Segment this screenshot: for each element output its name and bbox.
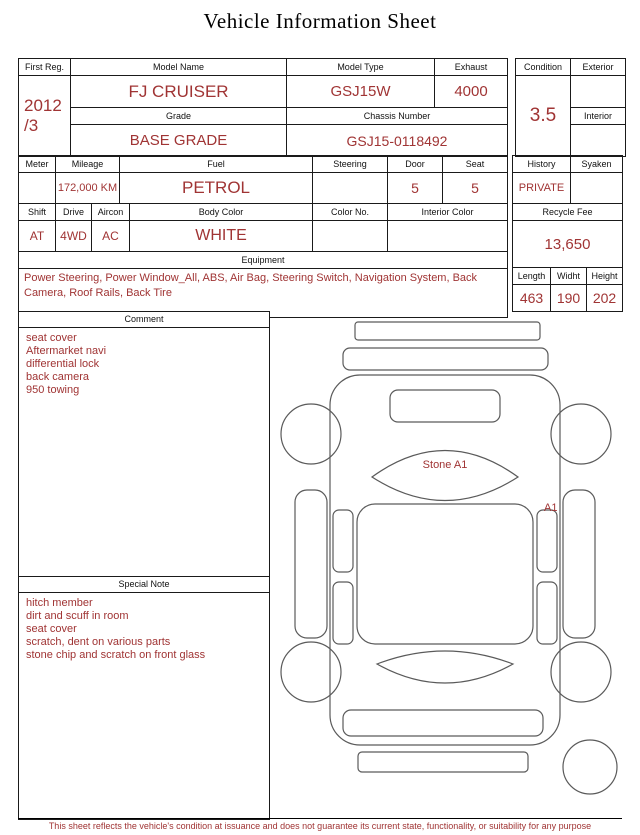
first-reg-year: 2012 [24, 96, 62, 115]
mileage-label: Mileage [56, 156, 120, 173]
mileage-value: 172,000 KM [56, 173, 120, 204]
exhaust-label: Exhaust [435, 59, 508, 76]
equipment-label: Equipment [19, 252, 508, 269]
special-note-header: Special Note [19, 576, 269, 593]
wheel-rear-left-icon [281, 642, 341, 702]
body-color-value: WHITE [130, 221, 313, 252]
shift-value: AT [19, 221, 56, 252]
special-note-line: seat cover [26, 623, 77, 635]
width-label: Widht [551, 268, 587, 285]
history-value: PRIVATE [513, 173, 571, 204]
interior-color-label: Interior Color [388, 204, 508, 221]
height-label: Height [587, 268, 623, 285]
door-rear-left [333, 582, 353, 644]
seat-value: 5 [443, 173, 508, 204]
spare-tire-icon [563, 740, 617, 794]
first-reg-value [19, 76, 71, 157]
car-diagram [272, 312, 638, 815]
rear-bumper [343, 710, 543, 736]
shift-label: Shift [19, 204, 56, 221]
special-note-line: scratch, dent on various parts [26, 636, 171, 648]
steering-label: Steering [313, 156, 388, 173]
width-value: 190 [551, 285, 587, 312]
meter-value [19, 173, 56, 204]
color-no-value [313, 221, 388, 252]
meter-label: Meter [19, 156, 56, 173]
model-name-label: Model Name [71, 59, 287, 76]
footer-divider [18, 818, 622, 831]
condition-label: Condition [516, 59, 571, 76]
syaken-label: Syaken [571, 156, 623, 173]
exterior-label: Exterior [571, 59, 626, 76]
model-name-value: FJ CRUISER [71, 76, 287, 108]
page-title: Vehicle Information Sheet [203, 9, 437, 33]
history-section [512, 155, 623, 312]
grade-value: BASE GRADE [71, 125, 287, 157]
front-plate [355, 322, 540, 340]
vehicle-id-table [18, 58, 508, 157]
model-type-label: Model Type [287, 59, 435, 76]
dimensions-table [512, 267, 623, 312]
spec-section [18, 155, 508, 318]
interior-color-value [388, 221, 508, 252]
special-note-line: stone chip and scratch on front glass [26, 649, 206, 661]
comment-line: 950 towing [26, 384, 80, 396]
interior-label: Interior [571, 108, 626, 125]
body-color-label: Body Color [130, 204, 313, 221]
car-body-outline [330, 375, 560, 745]
comment-line: back camera [26, 371, 89, 383]
equipment-table [18, 251, 508, 318]
interior-value [571, 125, 626, 157]
recycle-fee-table [512, 203, 623, 268]
length-value: 463 [513, 285, 551, 312]
comment-line: Aftermarket navi [26, 345, 107, 357]
syaken-value [571, 173, 623, 204]
aircon-value: AC [92, 221, 130, 252]
comment-line: differential lock [26, 358, 100, 370]
front-bumper [343, 348, 548, 370]
header-section [18, 58, 626, 157]
steering-value [313, 173, 388, 204]
equipment-value: Power Steering, Power Window_All, ABS, Air Bag, Steering Switch, Navigation System, Back Camera, Roof Rails, Back Tire [19, 269, 508, 318]
length-label: Length [513, 268, 551, 285]
door-label: Door [388, 156, 443, 173]
cabin-roof [357, 504, 533, 644]
special-note-content [19, 593, 269, 666]
damage-annotation-stone: Stone A1 [422, 459, 468, 471]
condition-value: 3.5 [516, 76, 571, 157]
first-reg-month: /3 [24, 116, 39, 135]
aircon-label: Aircon [92, 204, 130, 221]
recycle-fee-label: Recycle Fee [513, 204, 623, 221]
rear-plate [358, 752, 528, 772]
special-note-line: dirt and scuff in room [26, 610, 129, 622]
special-note-line: hitch member [26, 597, 93, 609]
condition-table [515, 58, 626, 157]
wheel-front-left-icon [281, 404, 341, 464]
door-rear-right [537, 582, 557, 644]
height-value: 202 [587, 285, 623, 312]
history-label: History [513, 156, 571, 173]
drive-label: Drive [56, 204, 92, 221]
spec-row2-table [18, 203, 508, 252]
damage-annotation-a1: A1 [544, 502, 558, 514]
door-front-left [333, 510, 353, 572]
fuel-value: PETROL [120, 173, 313, 204]
comment-line: seat cover [26, 332, 77, 344]
comment-content [19, 328, 269, 577]
rear-window [377, 651, 513, 683]
door-value: 5 [388, 173, 443, 204]
grade-label: Grade [71, 108, 287, 125]
left-side-step [295, 490, 327, 638]
color-no-label: Color No. [313, 204, 388, 221]
chassis-number-value: GSJ15-0118492 [287, 125, 508, 157]
recycle-fee-value: 13,650 [513, 221, 623, 268]
exterior-value [571, 76, 626, 108]
model-type-value: GSJ15W [287, 76, 435, 108]
hood-scoop [390, 390, 500, 422]
right-side-step [563, 490, 595, 638]
footer-disclaimer: This sheet reflects the vehicle's condition at issuance and does not guarantee its current state, functionality, or suitability for any purpose [48, 821, 592, 831]
fuel-label: Fuel [120, 156, 313, 173]
seat-label: Seat [443, 156, 508, 173]
chassis-number-label: Chassis Number [287, 108, 508, 125]
comment-header: Comment [19, 312, 269, 328]
history-table [512, 155, 623, 204]
exhaust-value: 4000 [435, 76, 508, 108]
drive-value: 4WD [56, 221, 92, 252]
spec-row1-table [18, 155, 508, 204]
door-front-right [537, 510, 557, 572]
first-reg-label: First Reg. [19, 59, 71, 76]
comment-box [18, 311, 270, 820]
windshield [372, 451, 518, 501]
